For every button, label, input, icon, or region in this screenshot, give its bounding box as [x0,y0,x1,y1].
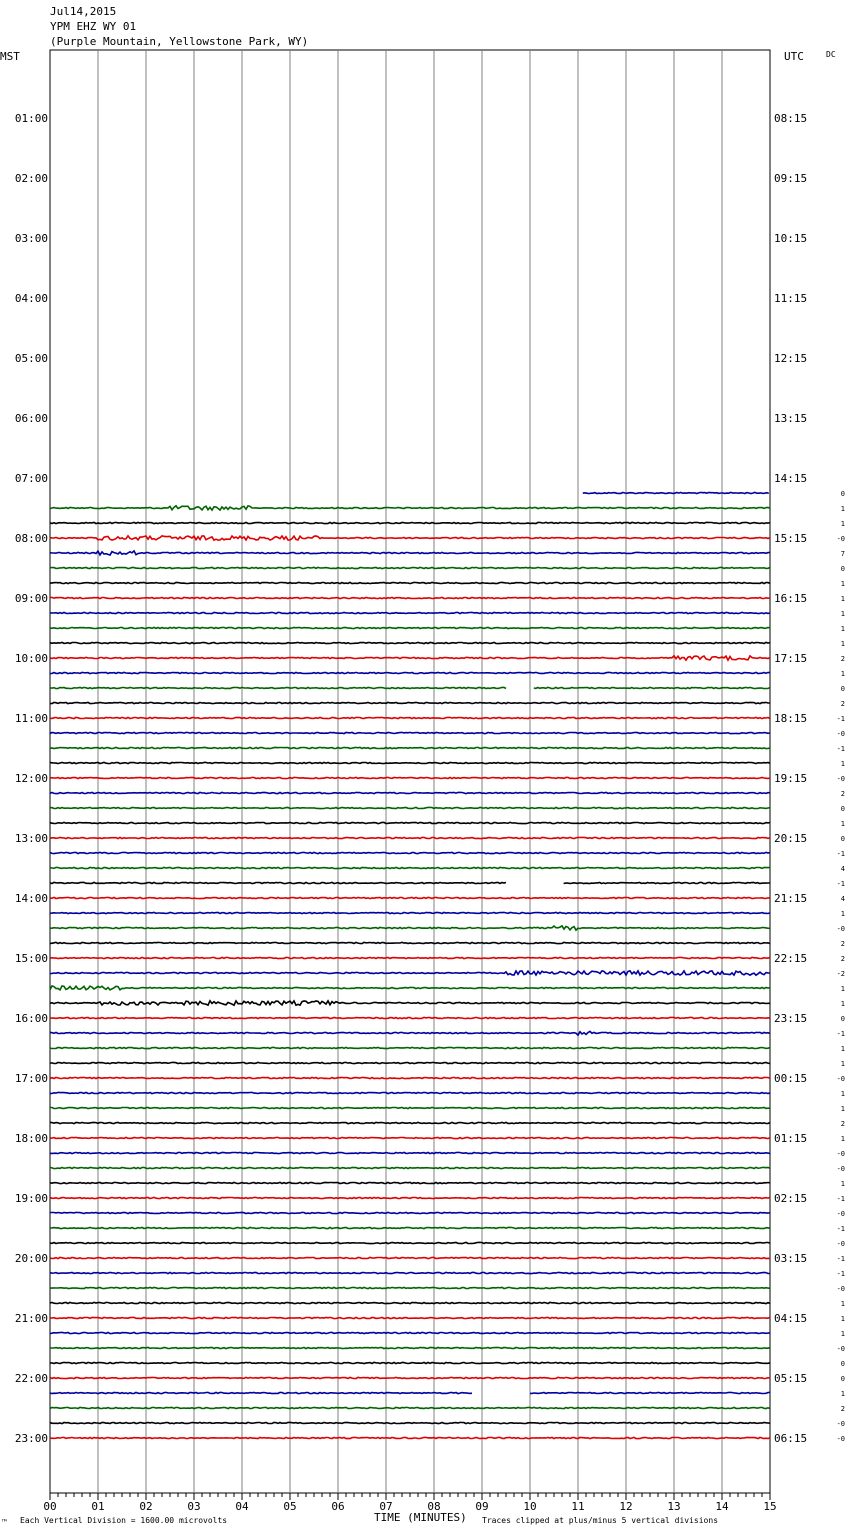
dc-offset-label: 1 [840,520,845,528]
hour-label-utc: 02:15 [774,1192,808,1205]
dc-offset-label: 1 [840,580,845,588]
trace-line [50,1152,770,1153]
hour-label-mst: 21:00 [14,1312,48,1325]
trace-line [530,1392,770,1393]
plot-frame [50,50,770,1493]
hour-label-utc: 06:15 [774,1432,808,1445]
trace-line [50,567,770,568]
trace-line [50,672,770,673]
right-axis-label: UTC [784,50,804,63]
hour-label-mst: 22:00 [14,1372,48,1385]
hour-label-mst: 01:00 [14,112,48,125]
dc-offset-label: 4 [840,865,845,873]
hour-label-utc: 22:15 [774,952,808,965]
x-tick-label: 02 [139,1500,153,1513]
trace-line [50,1017,770,1018]
hour-label-utc: 03:15 [774,1252,808,1265]
hour-label-mst: 08:00 [14,532,48,545]
hour-label-mst: 17:00 [14,1072,48,1085]
trace-line [50,777,770,778]
trace-line [50,762,770,763]
dc-offset-label: 7 [840,550,845,558]
trace-line [50,1392,472,1393]
trace-line [50,1137,770,1138]
hour-label-mst: 13:00 [14,832,48,845]
x-tick-label: 11 [571,1500,585,1513]
x-tick-label: 12 [619,1500,633,1513]
dc-offset-label: 4 [840,895,845,903]
hour-label-utc: 15:15 [774,532,808,545]
x-tick-label: 00 [43,1500,57,1513]
dc-offset-label: -0 [836,1435,845,1443]
dc-offset-label: 2 [840,1120,845,1128]
trace-line [50,582,770,583]
dc-offset-label: 1 [840,625,845,633]
trace-line [50,642,770,643]
trace-line [50,1362,770,1363]
trace-line [50,1227,770,1228]
trace-line [50,1347,770,1348]
x-tick-label: 07 [379,1500,393,1513]
trace-line [50,506,770,510]
hour-label-utc: 13:15 [774,412,808,425]
trace-line [50,1272,770,1273]
dc-offset-label: -0 [836,925,845,933]
hour-label-mst: 18:00 [14,1132,48,1145]
trace-line [50,912,770,913]
dc-offset-label: -0 [836,1210,845,1218]
dc-label: DC [826,50,836,59]
dc-offset-label: -0 [836,1420,845,1428]
dc-offset-label: -1 [836,1270,845,1278]
dc-offset-label: 1 [840,820,845,828]
trace-line [50,1167,770,1168]
dc-offset-label: 2 [840,955,845,963]
trace-line [50,1437,770,1438]
trace-line [50,1317,770,1318]
hour-label-utc: 08:15 [774,112,808,125]
dc-offset-label: -0 [836,1075,845,1083]
dc-offset-label: 0 [840,1360,845,1368]
dc-offset-label: 1 [840,1330,845,1338]
trace-line [50,867,770,868]
dc-offset-label: 0 [840,1375,845,1383]
dc-offset-label: 1 [840,1135,845,1143]
hour-label-mst: 23:00 [14,1432,48,1445]
left-axis-label: MST [0,50,20,63]
hour-label-utc: 14:15 [774,472,808,485]
dc-offset-label: 1 [840,610,845,618]
corner-mark: ™ [2,1518,7,1527]
hour-label-mst: 14:00 [14,892,48,905]
x-tick-label: 06 [331,1500,345,1513]
x-tick-label: 01 [91,1500,105,1513]
trace-line [50,597,770,598]
x-tick-label: 09 [475,1500,489,1513]
hour-label-mst: 20:00 [14,1252,48,1265]
dc-offset-label: 0 [840,685,845,693]
trace-line [50,1197,770,1198]
hour-label-utc: 17:15 [774,652,808,665]
dc-offset-label: 1 [840,985,845,993]
division-note: Each Vertical Division = 1600.00 microvolts [20,1516,228,1525]
dc-offset-label: -1 [836,1030,845,1038]
trace-line [50,897,770,898]
hour-label-utc: 18:15 [774,712,808,725]
x-tick-label: 15 [763,1500,777,1513]
hour-label-mst: 15:00 [14,952,48,965]
hour-label-utc: 23:15 [774,1012,808,1025]
trace-line [50,986,770,990]
dc-offset-label: 0 [840,805,845,813]
dc-offset-label: 2 [840,940,845,948]
hour-label-mst: 10:00 [14,652,48,665]
trace-line [50,687,506,688]
dc-offset-label: 1 [840,1060,845,1068]
dc-offset-label: 2 [840,1405,845,1413]
trace-line [50,656,770,660]
trace-line [50,1107,770,1108]
trace-line [50,536,770,540]
hour-label-mst: 07:00 [14,472,48,485]
trace-line [50,807,770,808]
dc-offset-label: -1 [836,1225,845,1233]
dc-offset-label: -0 [836,775,845,783]
trace-line [50,1062,770,1063]
trace-line [50,522,770,523]
dc-offset-label: -0 [836,1285,845,1293]
dc-offset-label: 1 [840,640,845,648]
hour-label-utc: 04:15 [774,1312,808,1325]
trace-line [50,1257,770,1258]
trace-line [50,852,770,853]
hour-label-mst: 06:00 [14,412,48,425]
dc-offset-label: 1 [840,1045,845,1053]
hour-label-utc: 09:15 [774,172,808,185]
dc-offset-label: 1 [840,1300,845,1308]
dc-offset-label: -2 [836,970,845,978]
dc-offset-label: 1 [840,1105,845,1113]
hour-label-utc: 01:15 [774,1132,808,1145]
trace-line [50,1422,770,1423]
hour-label-mst: 03:00 [14,232,48,245]
trace-line [50,747,770,748]
hour-label-mst: 02:00 [14,172,48,185]
trace-line [50,551,770,555]
x-tick-label: 08 [427,1500,441,1513]
trace-line [50,1047,770,1048]
trace-line [50,612,770,613]
trace-line [50,792,770,793]
x-tick-label: 14 [715,1500,729,1513]
dc-offset-label: 1 [840,1000,845,1008]
trace-line [50,732,770,733]
hour-label-utc: 21:15 [774,892,808,905]
trace-line [50,822,770,823]
trace-line [50,957,770,958]
dc-offset-label: 2 [840,655,845,663]
trace-line [50,1122,770,1123]
trace-line [50,1031,770,1035]
trace-line [50,1182,770,1183]
hour-label-mst: 12:00 [14,772,48,785]
x-tick-label: 13 [667,1500,681,1513]
dc-offset-label: 0 [840,565,845,573]
trace-line [50,971,770,975]
hour-label-utc: 00:15 [774,1072,808,1085]
dc-offset-label: -0 [836,535,845,543]
dc-offset-label: -0 [836,1150,845,1158]
trace-line [50,1001,770,1005]
trace-line [50,1287,770,1288]
dc-offset-label: 1 [840,505,845,513]
hour-label-mst: 11:00 [14,712,48,725]
dc-offset-label: 2 [840,790,845,798]
hour-label-utc: 19:15 [774,772,808,785]
hour-label-utc: 05:15 [774,1372,808,1385]
trace-line [50,837,770,838]
trace-line [50,717,770,718]
trace-line [50,1212,770,1213]
dc-offset-label: 1 [840,1090,845,1098]
x-tick-label: 10 [523,1500,537,1513]
dc-offset-label: 1 [840,1390,845,1398]
trace-line [50,1242,770,1243]
dc-offset-label: -1 [836,850,845,858]
dc-offset-label: 1 [840,1180,845,1188]
dc-offset-label: 0 [840,490,845,498]
x-tick-label: 05 [283,1500,297,1513]
trace-line [50,1377,770,1378]
x-tick-label: 03 [187,1500,201,1513]
dc-offset-label: 1 [840,595,845,603]
trace-line [50,1407,770,1408]
hour-label-utc: 10:15 [774,232,808,245]
hour-label-utc: 12:15 [774,352,808,365]
dc-offset-label: -1 [836,745,845,753]
trace-line [564,882,770,883]
dc-offset-label: -1 [836,715,845,723]
x-tick-label: 04 [235,1500,249,1513]
hour-label-mst: 19:00 [14,1192,48,1205]
dc-offset-label: 1 [840,1315,845,1323]
trace-line [50,882,506,883]
hour-label-utc: 11:15 [774,292,808,305]
trace-line [50,702,770,703]
location-label: (Purple Mountain, Yellowstone Park, WY) [50,35,309,48]
trace-line [534,687,770,688]
dc-offset-label: 1 [840,670,845,678]
trace-line [583,492,769,493]
dc-offset-label: -1 [836,1195,845,1203]
dc-offset-label: 2 [840,700,845,708]
dc-offset-label: 0 [840,1015,845,1023]
clip-note: Traces clipped at plus/minus 5 vertical divisions [482,1516,719,1525]
dc-offset-label: -0 [836,730,845,738]
hour-label-mst: 05:00 [14,352,48,365]
dc-offset-label: -0 [836,1240,845,1248]
dc-offset-label: 0 [840,835,845,843]
dc-offset-label: -1 [836,1255,845,1263]
trace-line [50,1332,770,1333]
dc-offset-label: -0 [836,1345,845,1353]
dc-offset-label: 1 [840,760,845,768]
trace-line [50,1077,770,1078]
hour-label-mst: 16:00 [14,1012,48,1025]
dc-offset-label: 1 [840,910,845,918]
dc-offset-label: -0 [836,1165,845,1173]
hour-label-utc: 16:15 [774,592,808,605]
trace-line [50,926,770,930]
hour-label-utc: 20:15 [774,832,808,845]
x-axis-title: TIME (MINUTES) [374,1511,467,1524]
hour-label-mst: 04:00 [14,292,48,305]
trace-line [50,1302,770,1303]
hour-label-mst: 09:00 [14,592,48,605]
station-label: YPM EHZ WY 01 [50,20,137,33]
trace-line [50,627,770,628]
trace-line [50,1092,770,1093]
date-label: Jul14,2015 [50,5,117,18]
dc-offset-label: -1 [836,880,845,888]
trace-line [50,942,770,943]
